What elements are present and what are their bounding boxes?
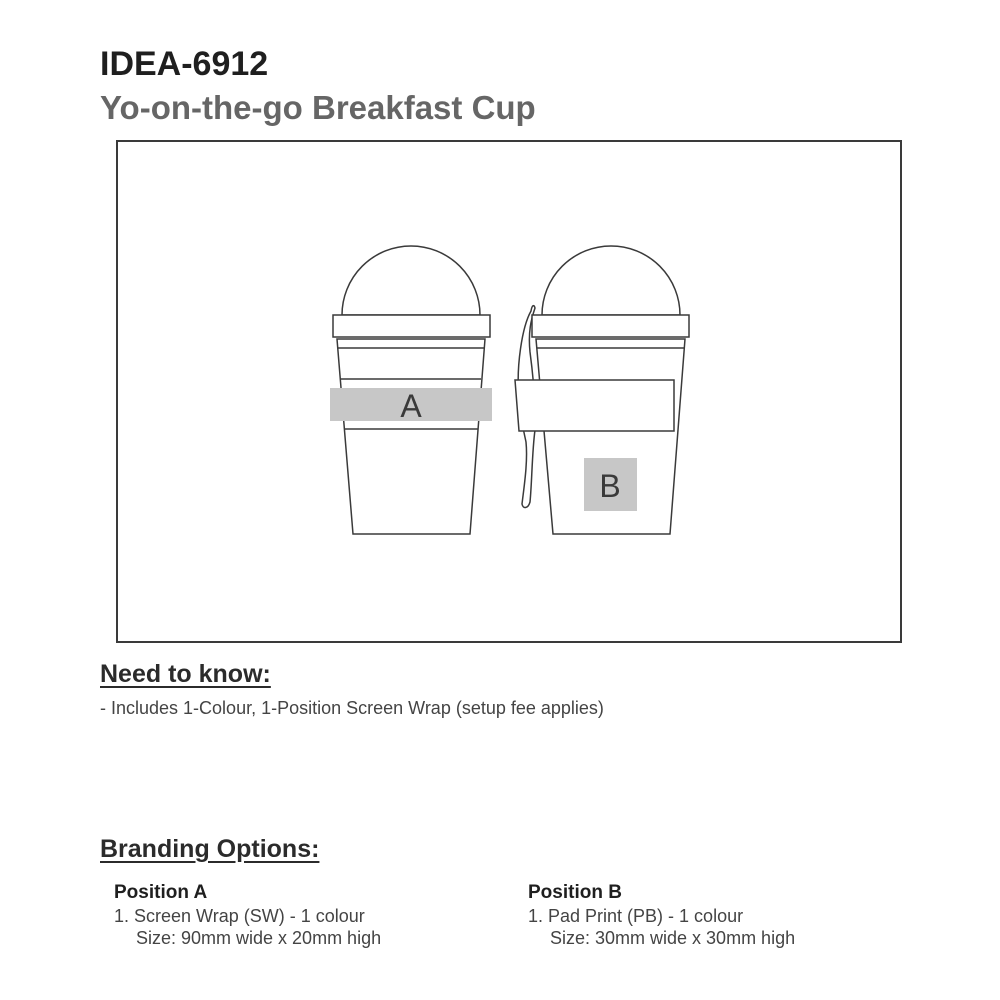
cup-right-lid-rim bbox=[532, 315, 689, 337]
position-a-method: 1. Screen Wrap (SW) - 1 colour bbox=[114, 906, 365, 926]
cup-left-lid-rim bbox=[333, 315, 490, 337]
position-b-size: Size: 30mm wide x 30mm high bbox=[550, 928, 796, 948]
position-a-block bbox=[114, 881, 474, 949]
product-illustration-frame bbox=[116, 140, 902, 643]
position-b-method: 1. Pad Print (PB) - 1 colour bbox=[528, 906, 744, 926]
need-to-know-heading: Need to know: bbox=[100, 660, 271, 688]
product-code: IDEA-6912 bbox=[100, 45, 269, 83]
cup-illustration bbox=[118, 142, 900, 641]
branding-zone-b-label: B bbox=[599, 468, 621, 504]
need-to-know-item: - Includes 1-Colour, 1-Position Screen Wrap (setup fee applies) bbox=[100, 698, 604, 718]
cup-left-body bbox=[337, 339, 485, 534]
position-a-title: Position A bbox=[114, 882, 208, 903]
cup-right-dome bbox=[542, 246, 680, 315]
position-b-block bbox=[528, 881, 888, 949]
position-b-title: Position B bbox=[528, 882, 622, 903]
product-name: Yo-on-the-go Breakfast Cup bbox=[100, 89, 536, 126]
position-a-size: Size: 90mm wide x 20mm high bbox=[136, 928, 382, 948]
branding-options-heading: Branding Options: bbox=[100, 835, 320, 863]
branding-zone-a-label: A bbox=[400, 388, 422, 424]
cup-left-dome bbox=[342, 246, 480, 315]
cup-right-sleeve bbox=[515, 380, 674, 431]
